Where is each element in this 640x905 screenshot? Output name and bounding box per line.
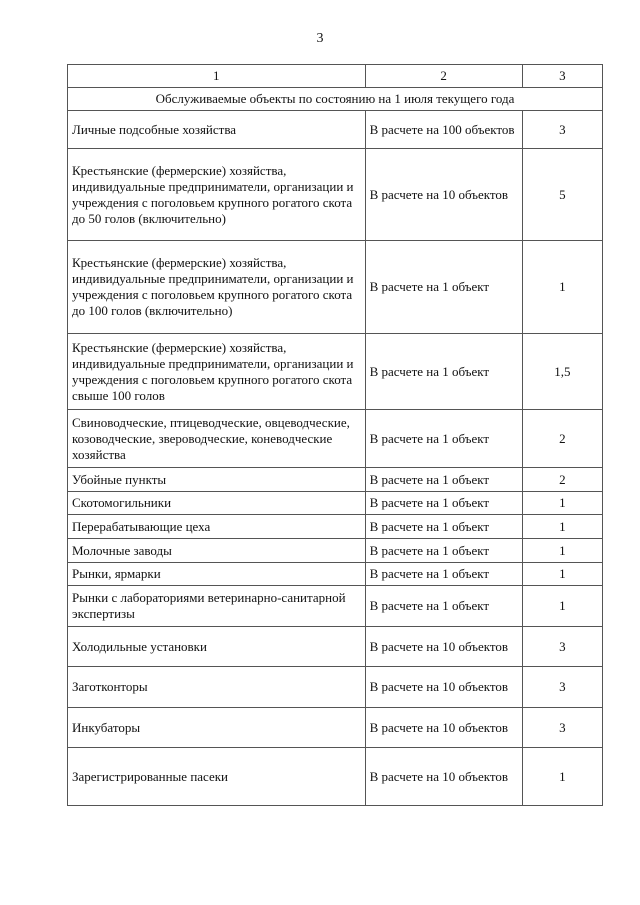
section-title: Обслуживаемые объекты по состоянию на 1 июля текущего года — [68, 88, 603, 111]
object-name: Зарегистрированные пасеки — [68, 748, 366, 806]
calc-unit: В расчете на 10 объектов — [365, 667, 522, 708]
norm-value: 1 — [522, 539, 602, 563]
calc-unit: В расчете на 1 объект — [365, 410, 522, 468]
calc-unit: В расчете на 1 объект — [365, 515, 522, 539]
calc-unit: В расчете на 10 объектов — [365, 708, 522, 748]
table-row — [68, 539, 603, 563]
section-row — [68, 88, 603, 111]
norm-value: 1 — [522, 586, 602, 627]
table-row — [68, 334, 603, 410]
norm-value: 1 — [522, 241, 602, 334]
calc-unit: В расчете на 1 объект — [365, 539, 522, 563]
calc-unit: В расчете на 10 объектов — [365, 149, 522, 241]
table-row — [68, 410, 603, 468]
norm-value: 3 — [522, 627, 602, 667]
table-row — [68, 667, 603, 708]
object-name: Крестьянские (фермерские) хозяйства, индивидуальные предприниматели, организации и учреждения с поголовьем крупного рогатого скота свыше 100 голов — [68, 334, 366, 410]
norm-value: 1 — [522, 563, 602, 586]
norm-value: 1 — [522, 748, 602, 806]
page-number: 3 — [316, 31, 324, 46]
object-name: Молочные заводы — [68, 539, 366, 563]
table-row — [68, 627, 603, 667]
object-name: Инкубаторы — [68, 708, 366, 748]
calc-unit: В расчете на 10 объектов — [365, 748, 522, 806]
table-row — [68, 708, 603, 748]
calc-unit: В расчете на 1 объект — [365, 492, 522, 515]
calc-unit: В расчете на 100 объектов — [365, 111, 522, 149]
object-name: Убойные пункты — [68, 468, 366, 492]
table-header-row — [68, 65, 603, 88]
norm-value: 1 — [522, 515, 602, 539]
column-header-3: 3 — [522, 65, 602, 88]
norm-value: 1 — [522, 492, 602, 515]
object-name: Свиноводческие, птицеводческие, овцеводческие, козоводческие, звероводческие, коневодческие хозяйства — [68, 410, 366, 468]
object-name: Перерабатывающие цеха — [68, 515, 366, 539]
column-header-2: 2 — [365, 65, 522, 88]
table-row — [68, 563, 603, 586]
norms-table — [67, 64, 603, 806]
object-name: Рынки, ярмарки — [68, 563, 366, 586]
table-row — [68, 515, 603, 539]
object-name: Крестьянские (фермерские) хозяйства, индивидуальные предприниматели, организации и учреждения с поголовьем крупного рогатого скота до 100 голов (включительно) — [68, 241, 366, 334]
norm-value: 3 — [522, 111, 602, 149]
object-name: Рынки с лабораториями ветеринарно-санитарной экспертизы — [68, 586, 366, 627]
norm-value: 3 — [522, 667, 602, 708]
calc-unit: В расчете на 1 объект — [365, 586, 522, 627]
object-name: Заготконторы — [68, 667, 366, 708]
norm-value: 2 — [522, 410, 602, 468]
norm-value: 2 — [522, 468, 602, 492]
column-header-1: 1 — [68, 65, 366, 88]
calc-unit: В расчете на 1 объект — [365, 563, 522, 586]
table-row — [68, 748, 603, 806]
calc-unit: В расчете на 10 объектов — [365, 627, 522, 667]
object-name: Личные подсобные хозяйства — [68, 111, 366, 149]
norm-value: 5 — [522, 149, 602, 241]
table-row — [68, 149, 603, 241]
norm-value: 3 — [522, 708, 602, 748]
object-name: Крестьянские (фермерские) хозяйства, индивидуальные предприниматели, организации и учреждения с поголовьем крупного рогатого скота до 50 голов (включительно) — [68, 149, 366, 241]
table-row — [68, 241, 603, 334]
norm-value: 1,5 — [522, 334, 602, 410]
table-row — [68, 586, 603, 627]
calc-unit: В расчете на 1 объект — [365, 468, 522, 492]
calc-unit: В расчете на 1 объект — [365, 334, 522, 410]
calc-unit: В расчете на 1 объект — [365, 241, 522, 334]
table-row — [68, 111, 603, 149]
object-name: Скотомогильники — [68, 492, 366, 515]
table-row — [68, 468, 603, 492]
object-name: Холодильные установки — [68, 627, 366, 667]
table-row — [68, 492, 603, 515]
